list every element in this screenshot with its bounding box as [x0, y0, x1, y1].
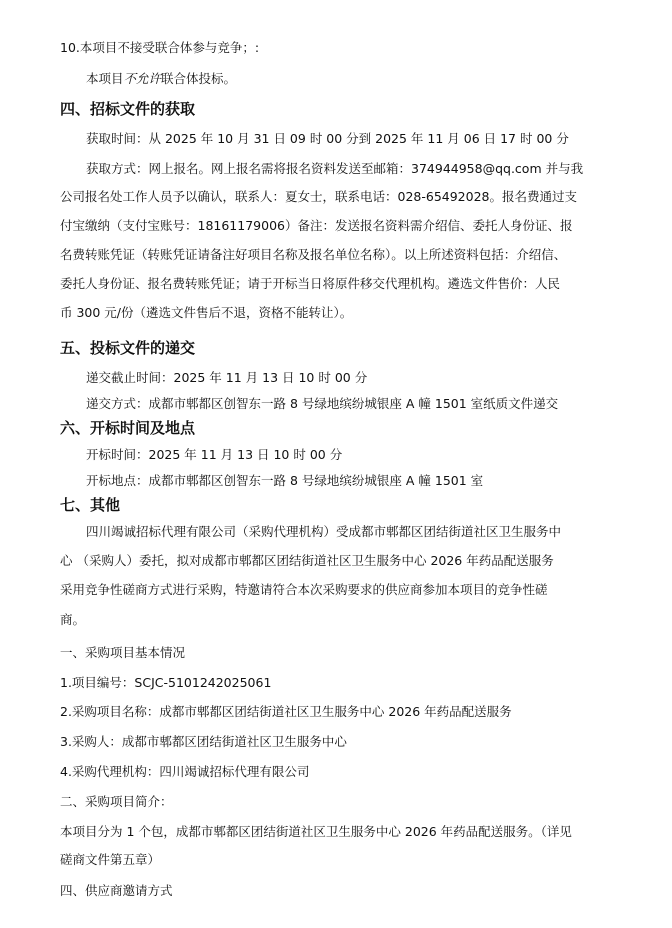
consortium-suffix: 联合体投标。: [161, 71, 237, 86]
consortium-note: [86, 71, 236, 87]
section-5-heading: 五、投标文件的递交: [60, 339, 196, 357]
purchaser: 3.采购人：成都市郫都区团结街道社区卫生服务中心: [60, 734, 347, 749]
acquire-method-line: 币 300 元/份（遴选文件售后不退，资格不能转让）。: [60, 305, 353, 320]
section-4-heading: 四、招标文件的获取: [60, 100, 196, 118]
other-para-line: 心 （采购人）委托，拟对成都市郫都区团结街道社区卫生服务中心 2026 年药品配送服务: [60, 553, 554, 568]
consortium-prefix: 本项目: [86, 71, 124, 86]
intro-line: 磋商文件第五章）: [60, 852, 161, 867]
acquire-method-line: 获取方式：网上报名。网上报名需将报名资料发送至邮箱：374944958@qq.com 并与我: [86, 161, 584, 176]
acquire-method-line: 委托人身份证、报名费转账凭证；请于开标当日将原件移交代理机构。遴选文件售价：人民: [60, 276, 561, 291]
opening-place: 开标地点：成都市郫都区创智东一路 8 号绿地缤纷城银座 A 幢 1501 室: [86, 473, 484, 488]
section-6-heading: 六、开标时间及地点: [60, 419, 196, 437]
opening-time: 开标时间：2025 年 11 月 13 日 10 时 00 分: [86, 447, 343, 462]
intro-heading: 二、采购项目简介：: [60, 794, 173, 809]
other-para-line: 四川竭诚招标代理有限公司（采购代理机构）受成都市郫都区团结街道社区卫生服务中: [86, 524, 562, 539]
acquire-method-line: 付宝缴纳（支付宝账号：18161179006）备注：发送报名资料需介绍信、委托人身份证、报: [60, 218, 573, 233]
acquire-method-line: 公司报名处工作人员予以确认，联系人：夏女士，联系电话：028-65492028。报名费通过支: [60, 189, 577, 204]
acquire-time: 获取时间：从 2025 年 10 月 31 日 09 时 00 分到 2025 年 11 月 06 日 17 时 00 分: [86, 131, 569, 146]
clause-10: 10.本项目不接受联合体参与竞争；:: [60, 40, 260, 55]
invite-heading: 四、供应商邀请方式: [60, 883, 173, 898]
project-name: 2.采购项目名称：成都市郫都区团结街道社区卫生服务中心 2026 年药品配送服务: [60, 704, 512, 719]
project-number: 1.项目编号：SCJC-5101242025061: [60, 675, 272, 690]
other-para-line: 采用竞争性磋商方式进行采购，特邀请符合本次采购要求的供应商参加本项目的竞争性磋: [60, 582, 548, 597]
submit-deadline: 递交截止时间：2025 年 11 月 13 日 10 时 00 分: [86, 370, 368, 385]
section-7-heading: 七、其他: [60, 496, 121, 514]
consortium-emphasis: 不允许: [123, 71, 162, 86]
submit-method: 递交方式：成都市郫都区创智东一路 8 号绿地缤纷城银座 A 幢 1501 室纸质文件递交: [86, 396, 559, 411]
acquire-method-line: 名费转账凭证（转账凭证请备注好项目名称及报名单位名称）。以上所述资料包括：介绍信、: [60, 247, 567, 262]
intro-line: 本项目分为 1 个包，成都市郫都区团结街道社区卫生服务中心 2026 年药品配送服务。（详见: [60, 824, 572, 839]
agency: 4.采购代理机构：四川竭诚招标代理有限公司: [60, 764, 310, 779]
other-para-line: 商。: [60, 612, 86, 627]
basic-info-heading: 一、采购项目基本情况: [60, 645, 186, 660]
